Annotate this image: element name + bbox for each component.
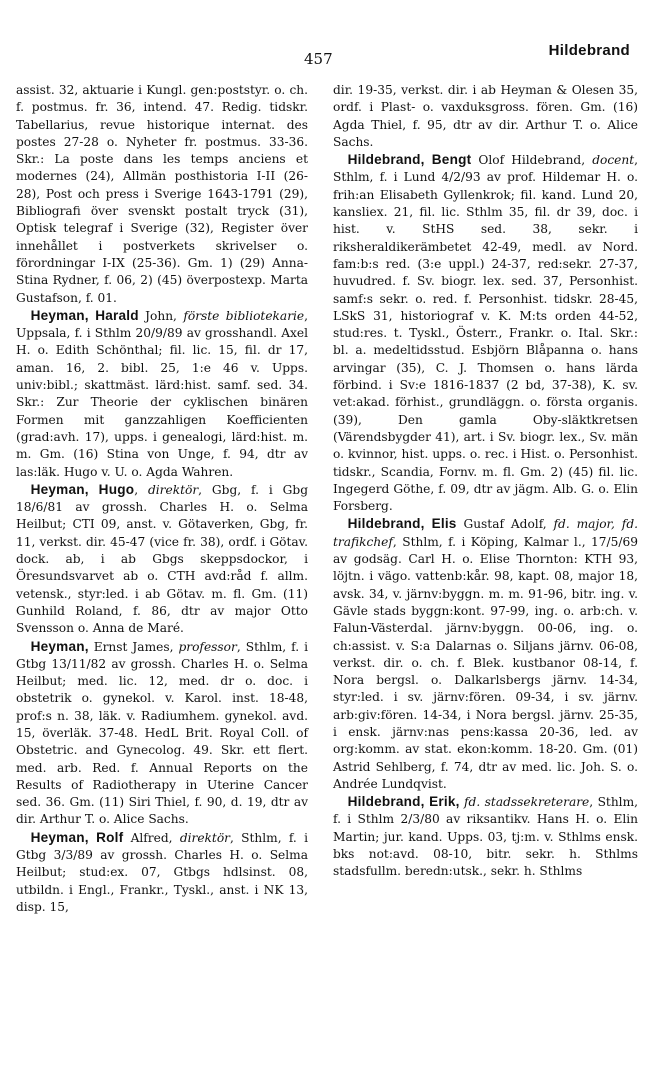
entry-text: , Sthlm, f. i Lund 4/2/93 av prof. Hildemar H. o. frih:an Elisabeth Gyllenkrok; fil. kand. Lund 20, kansliex. 21, fil. lic. Sthlm 35, fil. dr 39, doc. i hist. v. StHS sed. 38, sekr. i riksheraldikerämbetet 42-49, medl. av Nord. fam:b:s red. (3:e uppl.) 24-37, red:sekr. 27-37, huvudred. f. Sv. biogr. lex. sed. 37, Personhist. samf:s sekr. o. red. f. Personhist. tidskr. 28-45, LSkS 31, historiograf v. K. M:ts orden 44-52, stud:res. t. Tyskl., Österr., Frankr. o. Ital. Skr.: bl. a. medeltidsstud. Esbjörn Blåpanna o. hans arvingar (35), C. J. Thomsen o. hans lärda förbind. i Sv:e 1816-1837 (2 bd, 37-38), K. sv. vet:akad. förhist., grundläggn. o. första organis. (39), Den gamla Oby-släktkretsen (Värendsbygder 41), art. i Sv. biogr. lex., Sv. män o. kvinnor, hist. upps. o. rec. i Hist. o. Personhist. tidskr., Scandia, Fornv. m. fl. Gm. 2) (45) fil. lic. Ingegerd Göthe, f. 09, dtr av jägm. Alb. G. o. Elin Forsberg. — [333, 153, 638, 514]
entry-heyman-ernst — [16, 638, 308, 829]
entry-text: , Sthlm, f. i Gtbg 3/3/89 av grossh. Charles H. o. Selma Heilbut; stud:ex. 07, Gtbgs hdlsinst. 08, utbildn. i Engl., Frankr., Tyskl., anst. i NK 13, disp. 15, — [16, 830, 308, 914]
entry-name: Heyman, Rolf — [30, 829, 124, 845]
entry-continuation — [16, 82, 308, 307]
entry-given-names: Alfred, — [123, 830, 180, 845]
entry-continuation — [333, 82, 638, 151]
entry-text: , Sthlm, f. i Gtbg 13/11/82 av grossh. Charles H. o. Selma Heilbut; med. lic. 12, med. dr o. doc. i obstetrik o. gynekol. v. Karol. inst. 18-48, prof:s n. 38, läk. v. Radiumhem. gynekol. avd. 15, överläk. 37-48. HedL Brit. Royal Coll. of Obstetric. and Gynecolog. 49. Skr. ett flert. med. arb. Red. f. Annual Reports on the Results of Radiotherapy in Uterine Cancer sed. 36. Gm. (11) Siri Thiel, f. 90, d. 19, dtr av dir. Arthur T. o. Alice Sachs. — [16, 639, 308, 827]
entry-title: fd. major, fd. trafikchef — [333, 517, 638, 549]
entry-given-names: Olof Hildebrand, — [471, 153, 593, 168]
right-column — [333, 82, 638, 881]
entry-given-names: John, — [138, 308, 184, 323]
entry-given-names: , — [134, 482, 148, 497]
entry-title: fd. stadssekreterare — [464, 795, 590, 810]
entry-given-names: Gustaf Adolf, — [456, 517, 554, 532]
entry-heyman-hugo — [16, 481, 308, 638]
entry-name: Hildebrand, Bengt — [347, 152, 472, 168]
entry-hildebrand-elis — [333, 515, 638, 793]
entry-name: Heyman, — [30, 638, 89, 654]
entry-text: assist. 32, aktuarie i Kungl. gen:poststyr. o. ch. f. postmus. fr. 36, intend. 47. Redig. tidskr. Tabellarius, revue historique internat. des postes 27-28 o. Nyheter fr. postmus. 33-36. Skr.: La poste dans les temps anciens et modernes (24), Allmän posthistoria I-II (26-28), Post och press i Sverige 1643-1791 (29), Bibliografi över svenskt postalt tryck (31), Optisk telegraf i Sverige (32), Register över innehållet i postverkets skrivelser o. förordningar I-IX (25-36). Gm. 1) (29) Anna-Stina Rydner, f. 06, 2) (45) överpostexp. Marta Gustafson, f. 01. — [16, 83, 308, 305]
entry-hildebrand-erik — [333, 793, 638, 880]
entry-text: , Sthlm, f. i Köping, Kalmar l., 17/5/69 av godsäg. Carl H. o. Elise Thornton: KTH 93, löjtn. i vägo. vattenb:kår. 98, kapt. 08, major 18, avsk. 34, v. järnv:byggn. m. m. 91-96, bitr. ing. v. Gävle stads byggn:kont. 97-99, ing. o. arb:ch. v. Falun-Västerdal. järnv:byggn. 00-06, ing. o. ch:assist. v. S:a Dalarnas o. Siljans järnv. 06-08, verkst. dir. o. ch. f. Blek. kustbanor 08-14, f. Nora bergsl. o. Dalkarlsbergs järnv. 14-34, styr:led. i sv. järnv:fören. 09-34, i sv. järnv. arb:giv:fören. 14-34, i Nora bergsl. järnv. 25-35, i ensk. järnv:nas pens:kassa 20-36, led. av org:komm. av stat. ekon:komm. 18-20. Gm. (01) Astrid Sehlberg, f. 74, dtr av med. lic. Joh. S. o. Andrée Lundqvist. — [333, 534, 638, 791]
entry-text: , Sthlm, f. i Sthlm 2/3/80 av riksantikv. Hans H. o. Elin Martin; jur. kand. Upps. 03, tj:m. v. Sthlms ensk. bks not:avd. 08-10, bitr. sekr. h. Sthlms stadsfullm. beredn:utsk., sekr. h. Sthlms — [333, 795, 639, 879]
entry-title: docent — [592, 153, 635, 168]
entry-name: Heyman, Harald — [30, 307, 139, 323]
entry-text: dir. 19-35, verkst. dir. i ab Heyman & Olesen 35, ordf. i Plast- o. vaxduksgross. fören. Gm. (16) Agda Thiel, f. 95, dtr av dir. Arthur T. o. Alice Sachs. — [333, 83, 638, 149]
left-column — [16, 82, 308, 916]
entry-text: , Uppsala, f. i Sthlm 20/9/89 av grosshandl. Axel H. o. Edith Schönthal; fil. lic. 15, fil. dr 17, aman. 16, 2. bibl. 25, 1:e 46 v. Upps. univ:bibl.; skattmäst. lärd:hist. samf. sed. 34. Skr.: Zur Theorie der cyklischen binären Formen mit ganzzahligen Koefficienten (grad:avh. 17), upps. i genealogi, lärd:hist. m. m. Gm. (16) Stina von Unge, f. 94, dtr av las:läk. Hugo v. U. o. Agda Wahren. — [16, 308, 308, 479]
running-head: Hildebrand — [548, 42, 630, 59]
entry-heyman-rolf — [16, 829, 308, 916]
entry-heyman-harald — [16, 307, 308, 481]
page-number: 457 — [304, 50, 333, 68]
entry-name: Hildebrand, Elis — [347, 516, 457, 532]
entry-title: direktör — [147, 482, 199, 497]
entry-title: professor — [178, 639, 237, 654]
entry-title: direktör — [179, 830, 230, 845]
entry-text: , Gbg, f. i Gbg 18/6/81 av grossh. Charles H. o. Selma Heilbut; CTI 09, anst. v. Götaverken, Gbg, fr. 11, verkst. dir. 45-47 (vice fr. 38), ordf. i Götav. dock. ab, i ab Gbgs skeppsdockor, i Öresundsvarvet ab o. CTH avd:råd f. allm. vetensk., styr:led. i ab Götav. m. fl. Gm. (11) Gunhild Roland, f. 86, dtr av major Otto Svensson o. Anna de Maré. — [16, 482, 308, 636]
entry-name: Hildebrand, Erik, — [347, 794, 460, 810]
entry-name: Heyman, Hugo — [30, 481, 135, 497]
entry-given-names: Ernst James, — [88, 639, 179, 654]
entry-hildebrand-bengt — [333, 151, 638, 515]
entry-title: förste bibliotekarie — [183, 308, 305, 323]
